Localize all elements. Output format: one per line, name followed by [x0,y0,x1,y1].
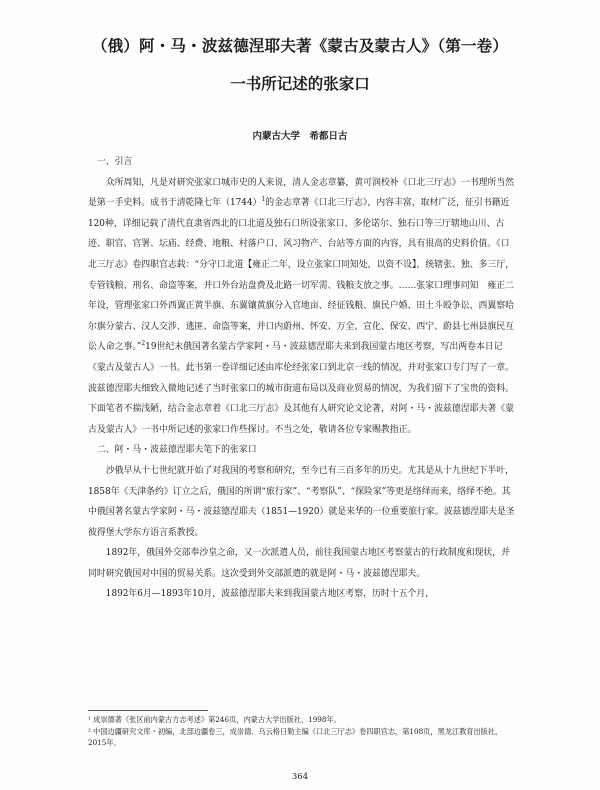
section-heading-pozdneev: 二、阿・马・波兹德涅耶夫笔下的张家口 [96,445,257,456]
paragraph-introduction [88,173,516,441]
article-title-line2: 一书所记述的张家口 [230,75,370,93]
body-text [88,152,516,605]
paragraph-text: 19世纪末俄国著名蒙古学家阿・马・波兹德涅耶夫来到我国蒙古地区考察，写出两卷本日记《蒙古及蒙古人》一书。此书第一卷详细记述由库伦经张家口到北京一线的情况，并对张家口专门写了一章。波兹德涅耶夫细致入微地记述了当时张家口的城市街道布局以及商业贸易的情况，为我们留下了宝贵的资料。下面笔者不揣浅陋，结合金志章着《口北三厅志》及其他有人研究论文论著，对阿・马・波兹德涅耶夫著《蒙古及蒙古人》一书中所记述的张家口作些探讨。不当之处，敬请各位专家赐教指正。 [88,342,514,435]
footnote-1: ¹ 成崇德著《张区前内蒙古方志考述》第246页，内蒙古大学出版社，1998年。 [88,715,341,724]
paragraph-text: 众所周知，凡是对研究张家口城市史的人来说，清人金志章纂，黄可润校补《口北三厅志》一书理所当然是第一手史料。成书于清乾隆七年（1744） [88,177,515,209]
article-title-line1: （俄）阿・马・波兹德涅耶夫著《蒙古及蒙古人》（第一卷） [91,37,509,55]
footnote-divider [88,710,208,711]
paragraph-1892-mission: 1892年，俄国外交部奉沙皇之命，又一次派遣人员，前往我国蒙古地区考察蒙古的行政制度和现状，并同时研究俄国对中国的贸易关系。这次受到外交部派遣的就是阿・马・波兹德涅耶夫。 [88,548,511,579]
page-number: 364 [291,772,309,782]
paragraph-expedition-dates: 1892年6月—1893年10月，波兹德涅耶夫来到我国蒙古地区考察，历时十五个月， [105,589,435,600]
footnotes [88,714,516,749]
paragraph-text: 的金志章著《口北三厅志》，内容丰富，取材广泛，征引书籍近120种，详细记载了清代直隶省西北的口北道及独石口所设张家口、多伦诺尔、独石口等三厅辖地山川、古迹、职官、官署、坛庙、经费、地粮、村落户口、风习物产、台站等方面的内容，具有很高的史料价值。《口北三厅志》卷四职官志载：“分守口北道【雍正二年，设立张家口同知处，以资不设】，统辖张、独、多三厅，专管钱粮、刑名、命盗等案，并口外台站盘费及北路一切军需、钱粮支放之事。……张家口理事同知 雍正二年设，管理张家口外西翼正黄半旗、东翼镶黄旗分入官地亩、经征钱粮、旗民户婚、田土斗殴争讼，西翼察哈尔旗分蒙古、汉人交涉、逃匪、命盗等案，并口内蔚州、怀安、万全、宣化、保安、西宁、蔚县七州县旗民互讼人命之事。” [88,198,515,353]
footnote-ref[interactable]: 2 [141,340,146,348]
author-affiliation: 内蒙古大学 希都日古 [252,131,348,142]
paragraph-russian-exploration: 沙俄早从十七世纪就开始了对我国的考察和研究，至今已有三百多年的历史。尤其是从十九世纪下半叶，1858年《天津条约》订立之后，俄国的所谓“旅行家”、“考察队”、“探险家”等更是络绎而来，络绎不绝。其中俄国著名蒙古学家阿・马・波兹德涅耶夫（1851—1920）就是来华的一位重要旅行家。波兹德涅耶夫是圣彼得堡大学东方语言系教授。 [88,465,515,538]
footnote-ref[interactable]: 1 [261,196,266,204]
footnote-2: ² 中国边疆研究文库・初编，北部边疆卷三，成崇德、乌云格日勒主编《口北三厅志》卷四职官志，第108页，黑龙江教育出版社，2015年。 [88,726,503,747]
section-heading-introduction: 一、引言 [96,157,133,167]
